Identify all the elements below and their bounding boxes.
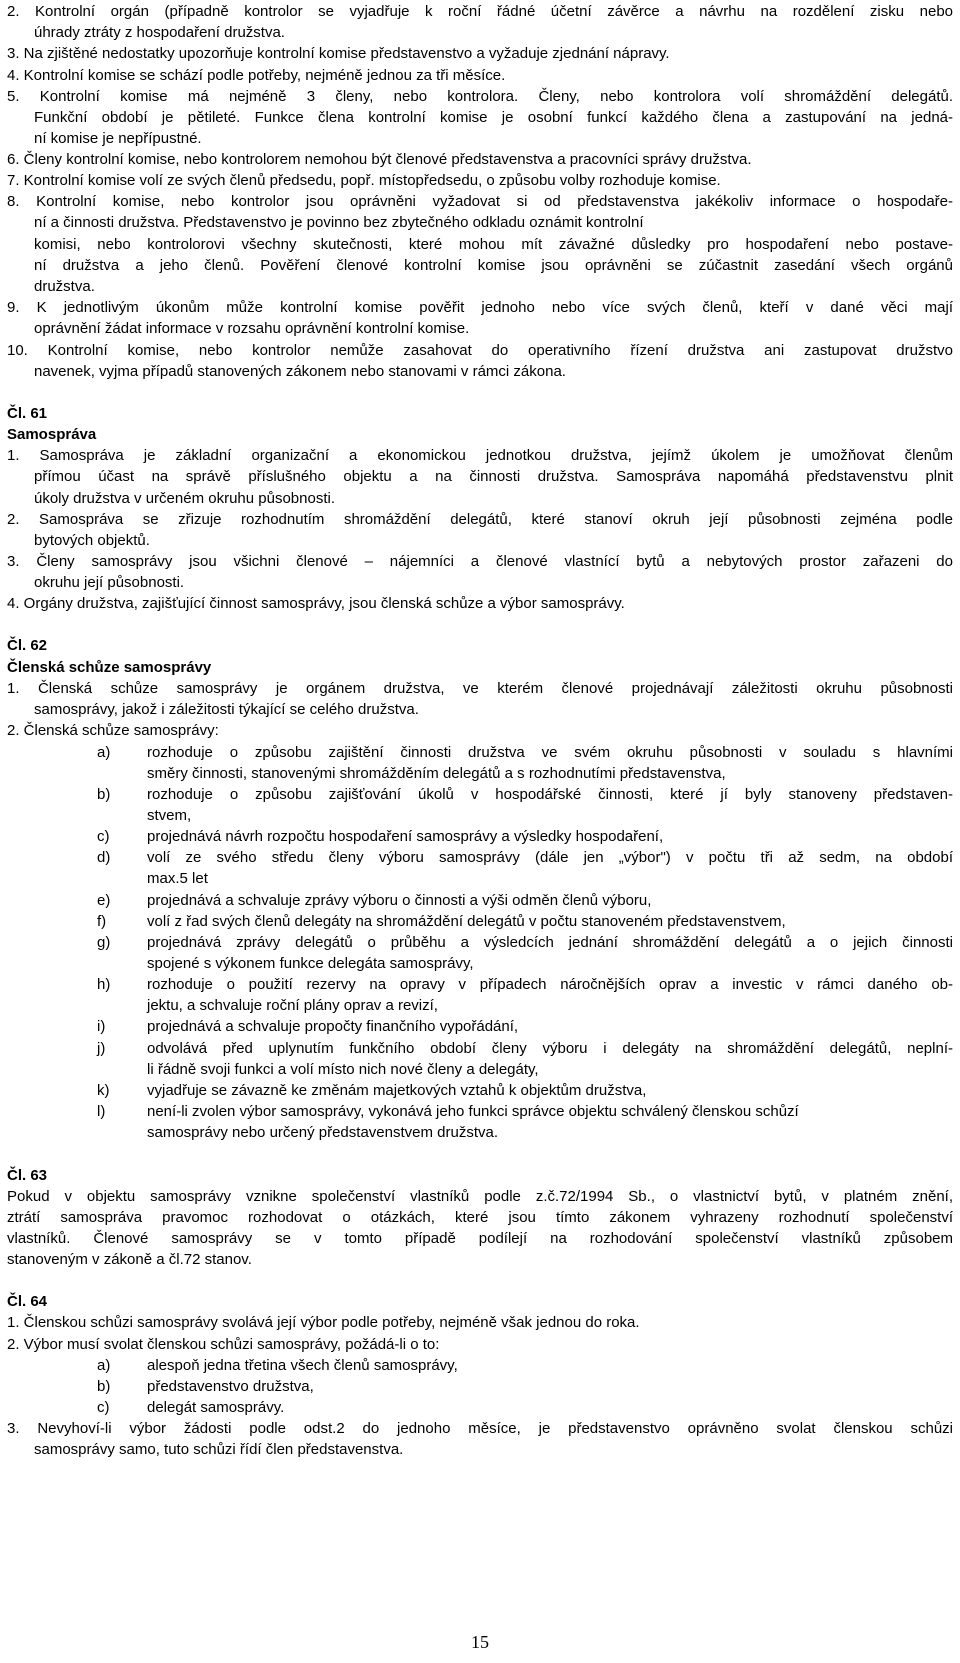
text-line: není-li zvolen výbor samosprávy, vykonává jeho funkci správce objektu schválený členskou schůzí	[147, 1103, 799, 1120]
text-line: projednává a schvaluje zprávy výboru o činnosti a výši odměn členů výboru,	[147, 892, 652, 909]
text-line: oprávnění žádat informace v rozsahu oprávnění kontrolní komise.	[34, 320, 470, 337]
text-line: komisi, nebo kontrolorovi všechny skutečnosti, které mohou mít závažné důsledky pro hospodaření nebo postave-	[34, 236, 953, 253]
text-line: rozhoduje o způsobu zajištění činnosti družstva ve svém okruhu působnosti v souladu s hlavními	[147, 744, 953, 761]
text-line: b)	[97, 786, 111, 803]
text-line: ní a činnosti družstva. Představenstvo je povinno bez zbytečného odkladu oznámit kontrolní	[34, 214, 644, 231]
text-line: k)	[97, 1082, 110, 1099]
text-line: stanoveným v zákoně a čl.72 stanov.	[7, 1251, 252, 1268]
text-line: j)	[97, 1040, 106, 1057]
text-line: ní komise je nepřípustné.	[34, 130, 202, 147]
text-line: rozhoduje o způsobu zajišťování úkolů v hospodářské činnosti, které jí byly stanoveny představen-	[147, 786, 953, 803]
text-line: Pokud v objektu samosprávy vznikne společenství vlastníků podle z.č.72/1994 Sb., o vlastnictví bytů, v platném znění,	[7, 1188, 953, 1205]
text-line: jektu, a schvaluje roční plány oprav a revizí,	[147, 997, 438, 1014]
text-line: 7. Kontrolní komise volí ze svých členů předsedu, popř. místopředsedu, o způsobu volby rozhoduje komise.	[7, 172, 721, 189]
text-line: max.5 let	[147, 870, 208, 887]
text-line: Funkční období je pětileté. Funkce člena kontrolní komise je osobní funkcí každého člena a zastupování na jedná-	[34, 109, 953, 126]
text-line: stvem,	[147, 807, 192, 824]
text-line: i)	[97, 1018, 106, 1035]
section-heading: Samospráva	[7, 426, 97, 443]
text-line: 3. Členy samosprávy jsou všichni členové – nájemníci a členové vlastnící bytů a nebytových prostor zařazeni do	[7, 553, 953, 570]
text-line: projednává a schvaluje propočty finančního vypořádání,	[147, 1018, 519, 1035]
text-line: alespoň jedna třetina všech členů samosprávy,	[147, 1357, 458, 1374]
text-line: f)	[97, 913, 107, 930]
text-line: 9. K jednotlivým úkonům může kontrolní komise pověřit jednoho nebo více svých členů, kteří v dané věci mají	[7, 299, 953, 316]
text-line: 1. Členskou schůzi samosprávy svolává její výbor podle potřeby, nejméně však jednou do roka.	[7, 1314, 640, 1331]
text-line: 1. Členská schůze samosprávy je orgánem družstva, ve kterém členové projednávají záležitosti okruhu působnosti	[7, 680, 953, 697]
text-line: družstva.	[34, 278, 95, 295]
text-line: 4. Orgány družstva, zajišťující činnost samosprávy, jsou členská schůze a výbor samosprávy.	[7, 595, 625, 612]
text-line: 5. Kontrolní komise má nejméně 3 členy, nebo kontrolora. Členy, nebo kontrolora volí shromáždění delegátů.	[7, 88, 953, 105]
text-line: přímou účast na správě příslušného objektu a na činnosti družstva. Samospráva napomáhá představenstvu plnit	[34, 468, 953, 485]
text-line: okruhu její působnosti.	[34, 574, 185, 591]
text-line: b)	[97, 1378, 111, 1395]
text-line: rozhoduje o použití rezervy na opravy v případech náročnějších oprav a investic v rámci daného ob-	[147, 976, 953, 993]
section-heading: Čl. 64	[7, 1293, 48, 1310]
section-heading: Čl. 62	[7, 637, 48, 654]
text-line: 2. Samospráva se zřizuje rozhodnutím shromáždění delegátů, které stanoví okruh její působnosti zejména podle	[7, 511, 953, 528]
text-line: l)	[97, 1103, 106, 1120]
text-line: vlastníků. Členové samosprávy se v tomto případě podílejí na rozhodování společenství vlastníků způsobem	[7, 1230, 953, 1247]
text-line: úhrady ztráty z hospodaření družstva.	[34, 24, 285, 41]
text-line: směry činnosti, stanovenými shromážděním delegátů a s rozhodnutími představenstva,	[147, 765, 726, 782]
text-line: spojené s výkonem funkce delegáta samosprávy,	[147, 955, 474, 972]
text-line: odvolává před uplynutím funkčního období členy výboru i delegáty na shromáždění delegátů, neplní-	[147, 1040, 953, 1057]
section-heading: Čl. 63	[7, 1167, 48, 1184]
text-line: e)	[97, 892, 111, 909]
text-line: volí ze svého středu členy výboru samosprávy (dále jen „výbor") v počtu tři až sedm, na období	[147, 849, 953, 866]
text-line: 3. Na zjištěné nedostatky upozorňuje kontrolní komise představenstvo a vyžaduje zjednání nápravy.	[7, 45, 670, 62]
text-line: představenstvo družstva,	[147, 1378, 314, 1395]
text-line: g)	[97, 934, 111, 951]
text-line: ní družstva a jeho členů. Pověření členové kontrolní komise jsou oprávněni se zúčastnit zasedání všech orgánů	[34, 257, 953, 274]
text-line: samosprávy samo, tuto schůzi řídí člen představenstva.	[34, 1441, 404, 1458]
text-line: a)	[97, 744, 111, 761]
text-line: samosprávy, jakož i záležitosti týkající se celého družstva.	[34, 701, 419, 718]
text-line: c)	[97, 828, 110, 845]
text-line: c)	[97, 1399, 110, 1416]
text-line: 8. Kontrolní komise, nebo kontrolor jsou oprávněni vyžadovat si od představenstva jakékoliv informace o hospodaře-	[7, 193, 953, 210]
page-number: 15	[471, 1632, 489, 1652]
text-line: 10. Kontrolní komise, nebo kontrolor nemůže zasahovat do operativního řízení družstva ani zastupovat družstvo	[7, 342, 953, 359]
text-line: ztrátí samospráva pravomoc rozhodovat o otázkách, které jsou tímto zákonem vyhrazeny rozhodnutí společenství	[7, 1209, 953, 1226]
text-line: 4. Kontrolní komise se schází podle potřeby, nejméně jednou za tři měsíce.	[7, 67, 506, 84]
text-line: 2. Výbor musí svolat členskou schůzi samosprávy, požádá-li o to:	[7, 1336, 440, 1353]
text-line: 3. Nevyhoví-li výbor žádosti podle odst.2 do jednoho měsíce, je představenstvo oprávněno svolat členskou schůzi	[7, 1420, 953, 1437]
text-line: bytových objektů.	[34, 532, 150, 549]
text-line: úkoly družstva v určeném okruhu působnosti.	[34, 490, 335, 507]
text-line: 2. Kontrolní orgán (případně kontrolor se vyjadřuje k roční řádné účetní závěrce a návrhu na rozdělení zisku nebo	[7, 3, 953, 20]
text-line: samosprávy nebo určený představenstvem družstva.	[147, 1124, 498, 1141]
text-line: projednává zprávy delegátů o průběhu a výsledcích jednání shromáždění delegátů a o jejich činnosti	[147, 934, 953, 951]
text-line: delegát samosprávy.	[147, 1399, 285, 1416]
text-line: h)	[97, 976, 111, 993]
text-line: vyjadřuje se závazně ke změnám majetkových vztahů k objektům družstva,	[147, 1082, 647, 1099]
text-line: navenek, vyjma případů stanovených zákonem nebo stanovami v rámci zákona.	[34, 363, 566, 380]
text-line: projednává návrh rozpočtu hospodaření samosprávy a výsledky hospodaření,	[147, 828, 664, 845]
text-line: 1. Samospráva je základní organizační a ekonomickou jednotkou družstva, jejímž úkolem je umožňovat členům	[7, 447, 953, 464]
section-heading: Členská schůze samosprávy	[7, 659, 212, 676]
text-line: volí z řad svých členů delegáty na shromáždění delegátů v počtu stanoveném představenstvem,	[147, 913, 786, 930]
text-line: 6. Členy kontrolní komise, nebo kontrolorem nemohou být členové představenstva a pracovníci správy družstva.	[7, 151, 752, 168]
section-heading: Čl. 61	[7, 405, 48, 422]
text-line: d)	[97, 849, 111, 866]
text-line: a)	[97, 1357, 111, 1374]
text-line: 2. Členská schůze samosprávy:	[7, 722, 219, 739]
text-line: li řádně svoji funkci a volí místo nich nové členy a delegáty,	[147, 1061, 539, 1078]
